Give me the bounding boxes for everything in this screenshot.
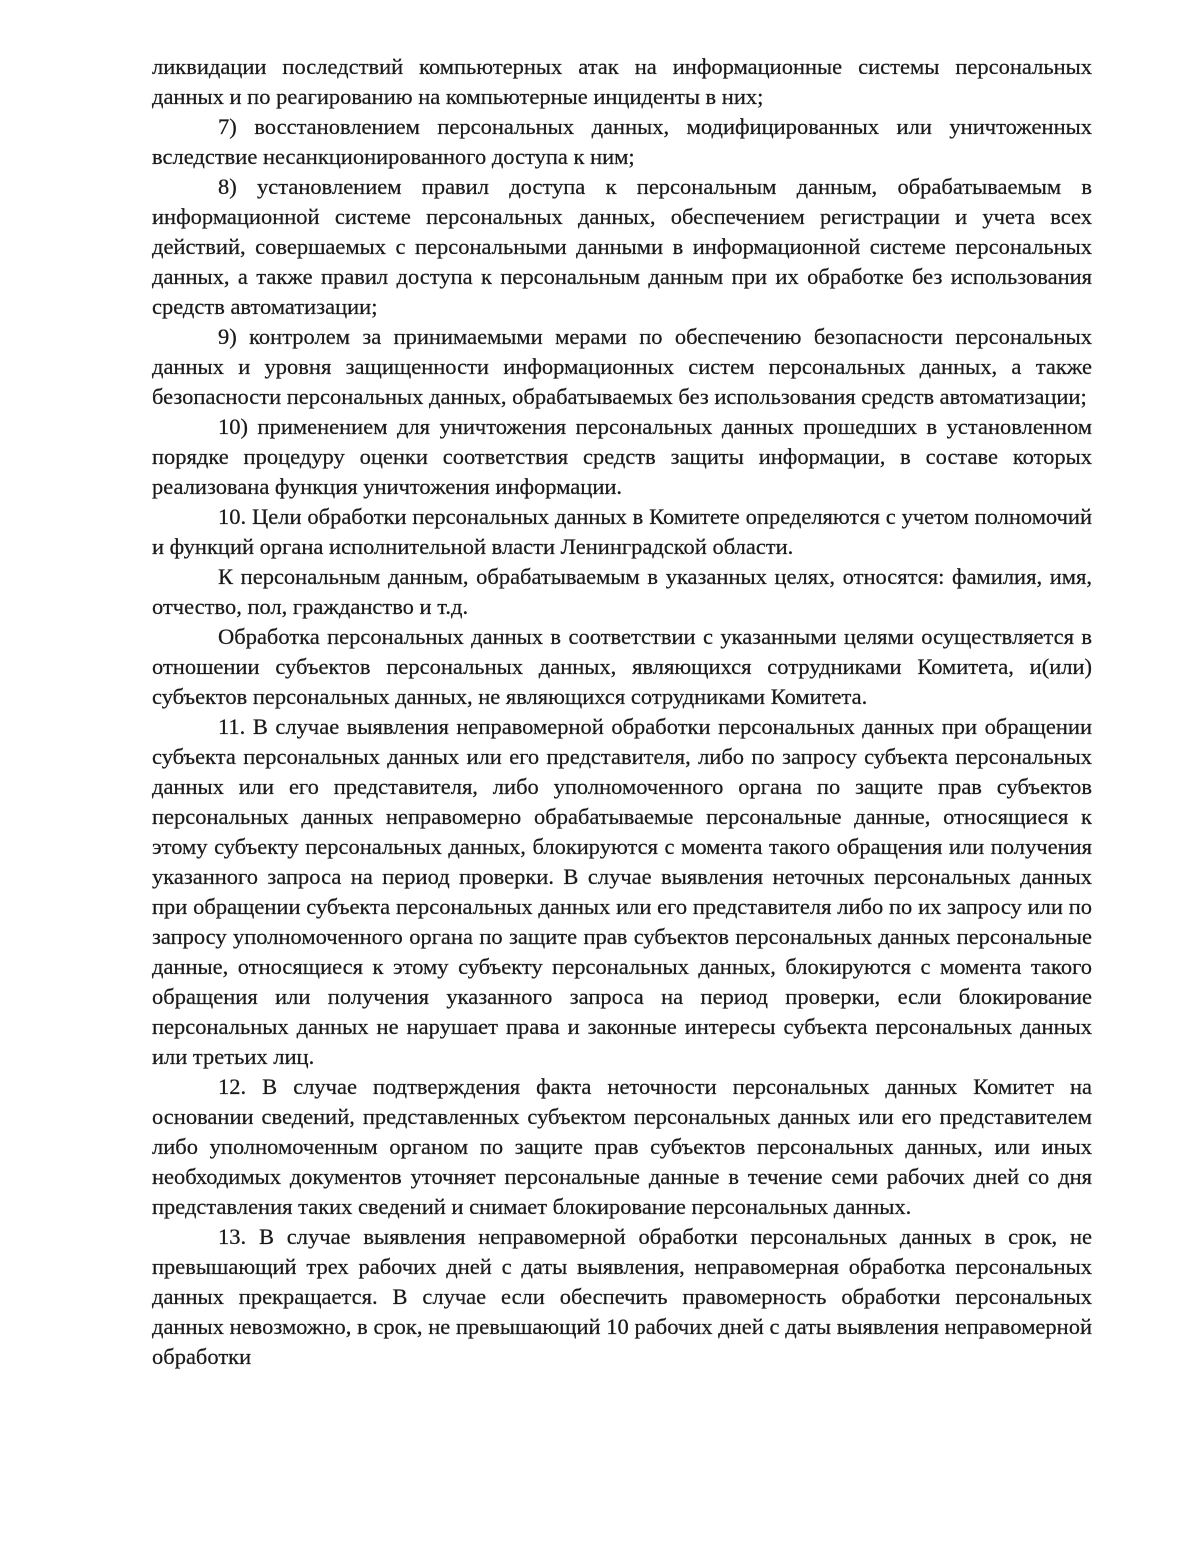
paragraph-section-12: 12. В случае подтверждения факта неточности персональных данных Комитет на основании сведений, представленных субъектом персональных данных или его представителем либо уполномоченным органом по защите прав субъектов персональных данных, или иных необходимых документов уточняет персональные данные в течение семи рабочих дней со дня представления таких сведений и снимает блокирование персональных данных. bbox=[152, 1074, 1092, 1219]
paragraph-section-13: 13. В случае выявления неправомерной обработки персональных данных в срок, не превышающий трех рабочих дней с даты выявления, неправомерная обработка персональных данных прекращается. В случае если обеспечить правомерность обработки персональных данных невозможно, в срок, не превышающий 10 рабочих дней с даты выявления неправомерной обработки bbox=[152, 1224, 1092, 1369]
paragraph-item-7: 7) восстановлением персональных данных, модифицированных или уничтоженных вследствие несанкционированного доступа к ним; bbox=[152, 114, 1092, 169]
paragraph-processing-subjects: Обработка персональных данных в соответствии с указанными целями осуществляется в отношении субъектов персональных данных, являющихся сотрудниками Комитета, и(или) субъектов персональных данных, не являющихся сотрудниками Комитета. bbox=[152, 624, 1092, 709]
paragraph-item-9: 9) контролем за принимаемыми мерами по обеспечению безопасности персональных данных и уровня защищенности информационных систем персональных данных, а также безопасности персональных данных, обрабатываемых без использования средств автоматизации; bbox=[152, 324, 1092, 409]
paragraph-section-11: 11. В случае выявления неправомерной обработки персональных данных при обращении субъекта персональных данных или его представителя, либо по запросу субъекта персональных данных или его представителя, либо уполномоченного органа по защите прав субъектов персональных данных неправомерно обрабатываемые персональные данные, относящиеся к этому субъекту персональных данных, блокируются с момента такого обращения или получения указанного запроса на период проверки. В случае выявления неточных персональных данных при обращении субъекта персональных данных или его представителя либо по их запросу или по запросу уполномоченного органа по защите прав субъектов персональных данных персональные данные, относящиеся к этому субъекту персональных данных, блокируются с момента такого обращения или получения указанного запроса на период проверки, если блокирование персональных данных не нарушает права и законные интересы субъекта персональных данных или третьих лиц. bbox=[152, 714, 1092, 1069]
paragraph-continuation: ликвидации последствий компьютерных атак на информационные системы персональных данных и по реагированию на компьютерные инциденты в них; bbox=[152, 54, 1092, 109]
paragraph-item-8: 8) установлением правил доступа к персональным данным, обрабатываемым в информационной системе персональных данных, обеспечением регистрации и учета всех действий, совершаемых с персональными данными в информационной системе персональных данных, а также правил доступа к персональным данным при их обработке без использования средств автоматизации; bbox=[152, 174, 1092, 319]
paragraph-item-10: 10) применением для уничтожения персональных данных прошедших в установленном порядке процедуру оценки соответствия средств защиты информации, в составе которых реализована функция уничтожения информации. bbox=[152, 414, 1092, 499]
document-page bbox=[152, 52, 1092, 1372]
paragraph-section-10: 10. Цели обработки персональных данных в Комитете определяются с учетом полномочий и функций органа исполнительной власти Ленинградской области. bbox=[152, 504, 1092, 559]
paragraph-personal-data-list: К персональным данным, обрабатываемым в указанных целях, относятся: фамилия, имя, отчество, пол, гражданство и т.д. bbox=[152, 564, 1092, 619]
